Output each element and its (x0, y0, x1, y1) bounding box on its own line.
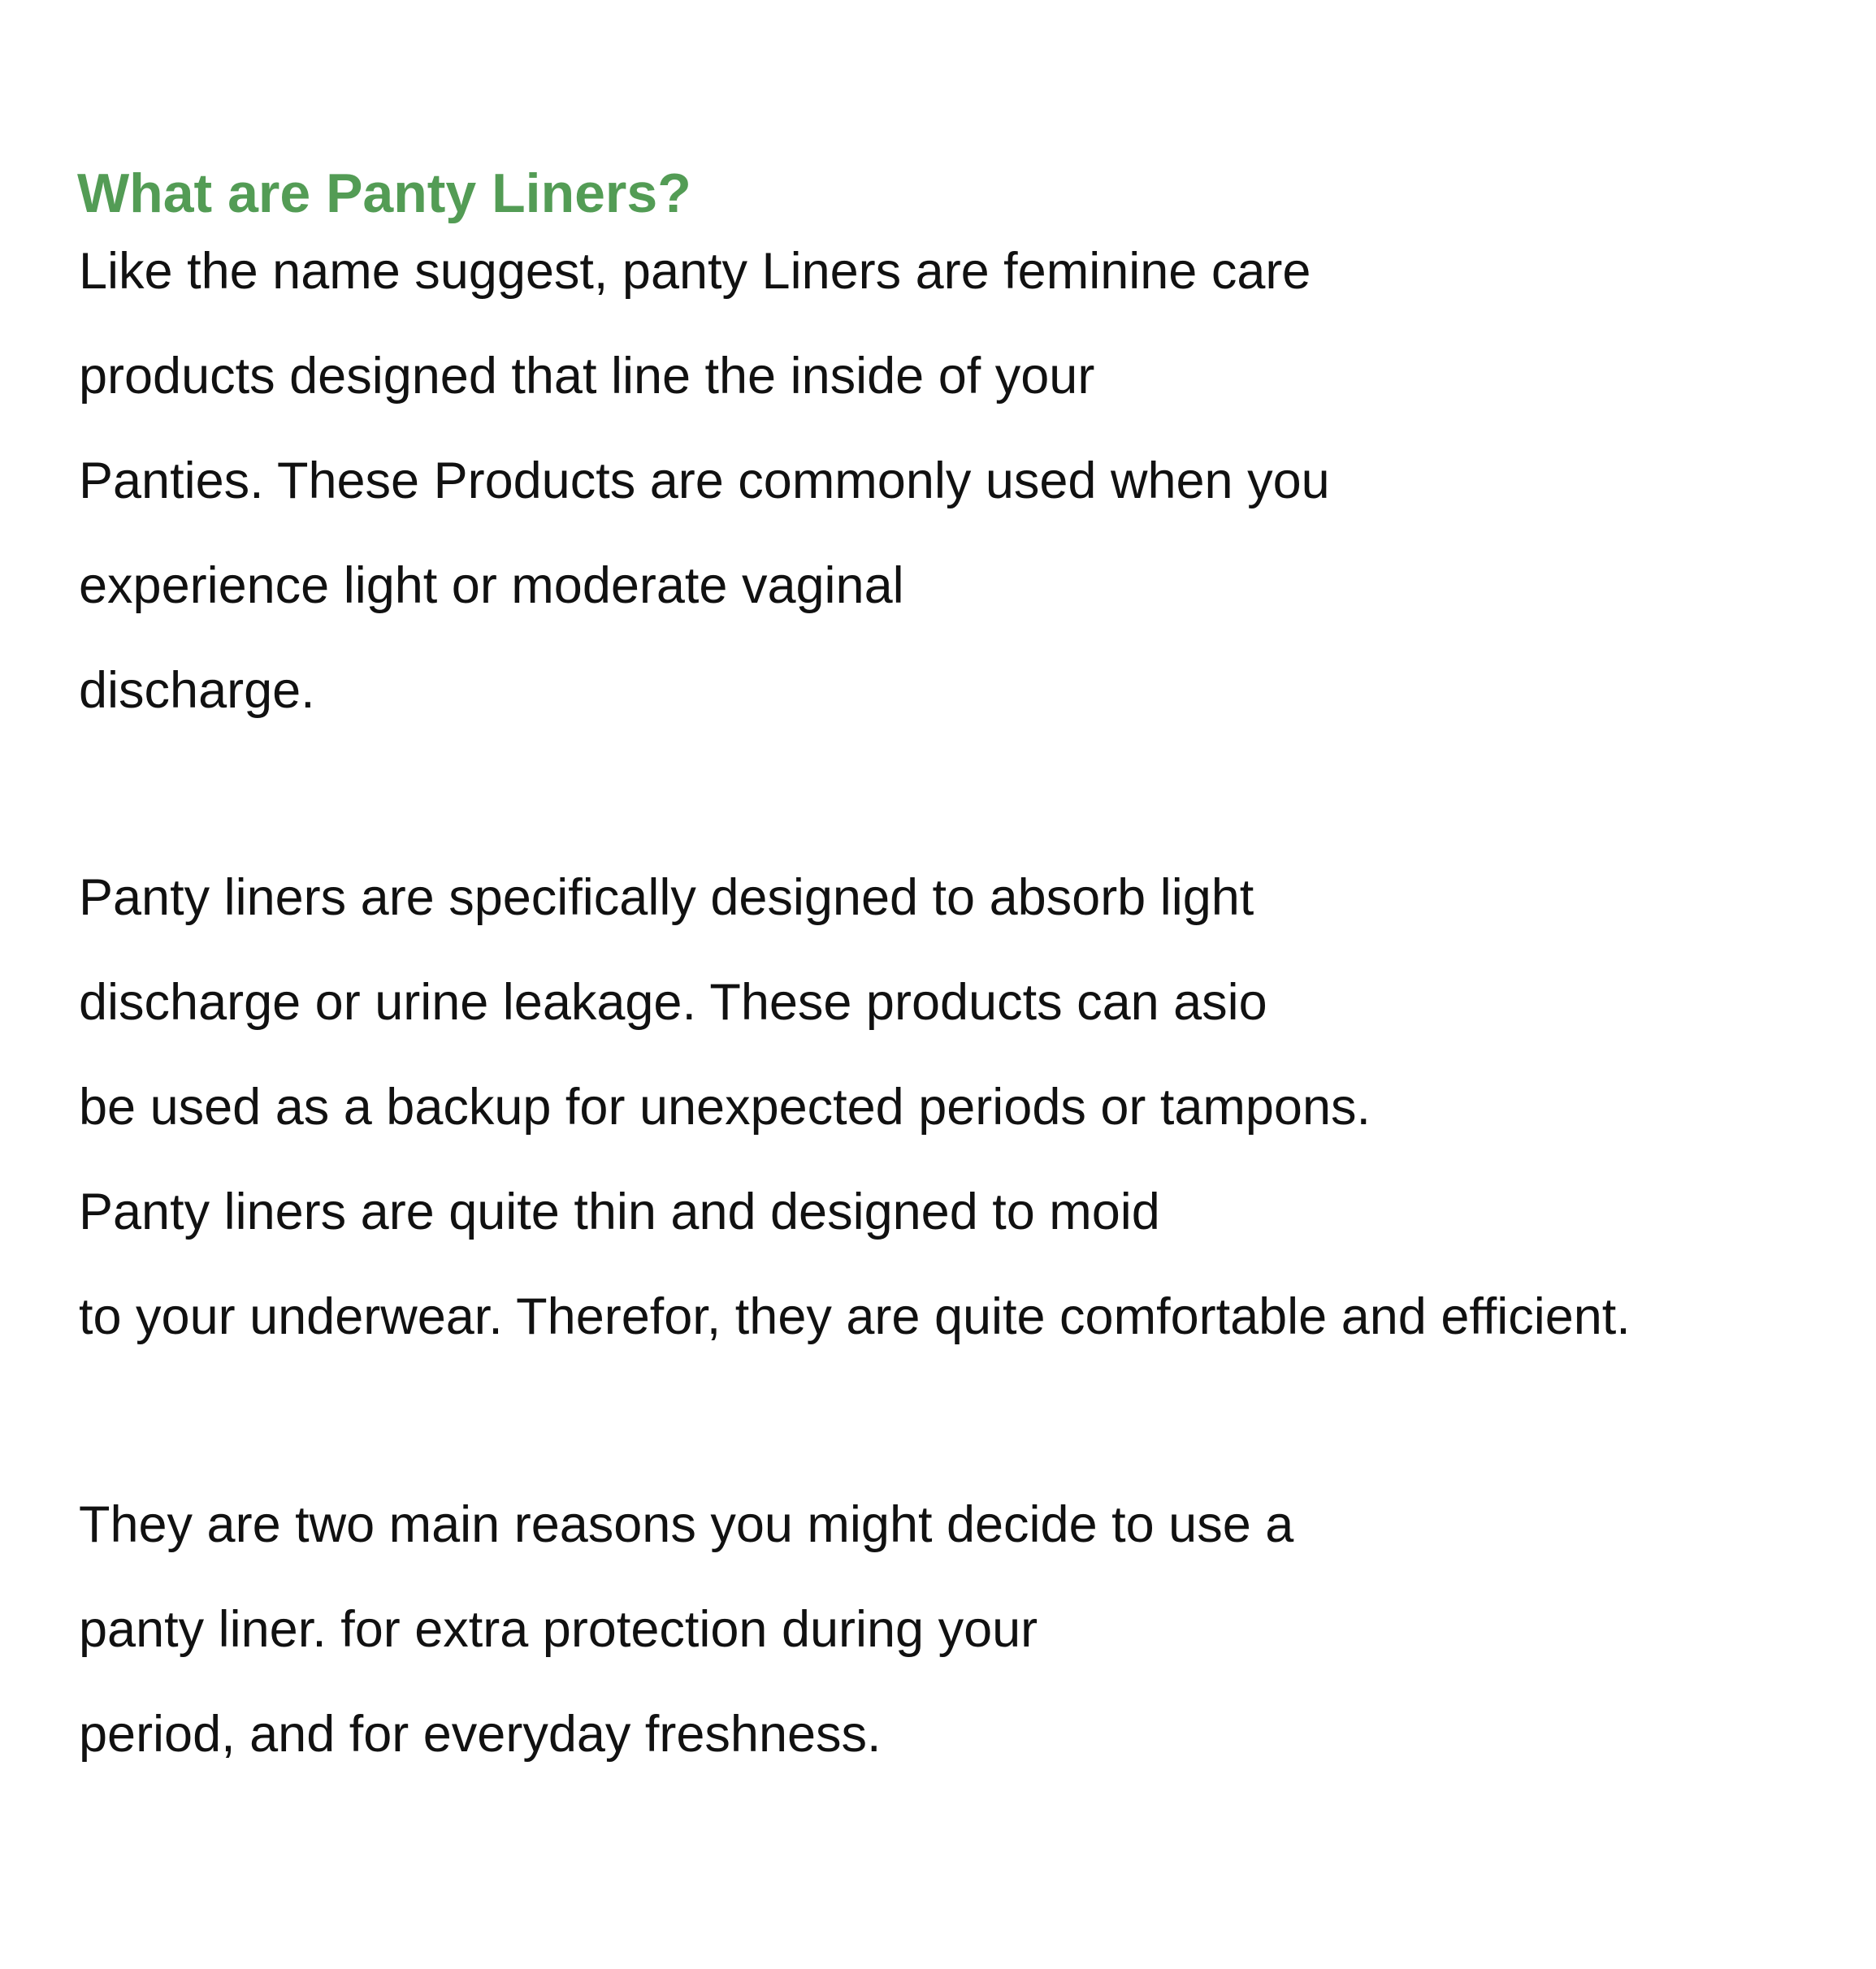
page-title: What are Panty Liners? (77, 162, 691, 224)
text-line: discharge or urine leakage. These products can asio (79, 974, 1267, 1031)
text-line: experience light or moderate vaginal (79, 557, 904, 614)
text-line: period, and for everyday freshness. (79, 1706, 882, 1763)
text-line: Like the name suggest, panty Liners are feminine care (79, 243, 1311, 300)
text-line: discharge. (79, 662, 315, 719)
text-line: be used as a backup for unexpected periods or tampons. (79, 1079, 1371, 1136)
text-line: Panties. These Products are commonly used when you (79, 452, 1330, 509)
text-line: to your underwear. Therefor, they are quite comfortable and efficient. (79, 1288, 1631, 1345)
text-line: Panty liners are quite thin and designed to moid (79, 1184, 1160, 1240)
text-line: panty liner. for extra protection during your (79, 1601, 1038, 1658)
text-line: Panty liners are specifically designed to absorb light (79, 869, 1254, 926)
text-line: They are two main reasons you might decide to use a (79, 1496, 1294, 1553)
text-line: products designed that line the inside of your (79, 348, 1095, 405)
